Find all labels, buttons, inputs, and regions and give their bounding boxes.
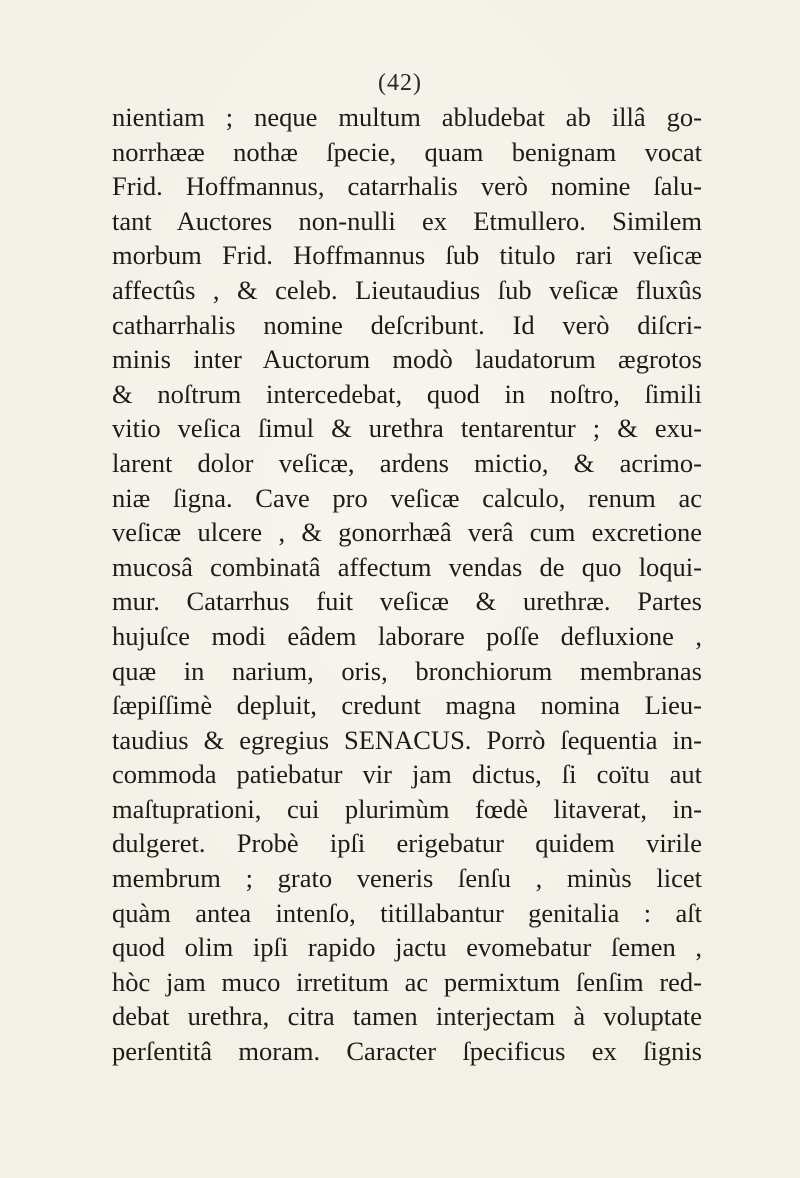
text-line: Frid. Hoffmannus, catarrhalis verò nomine ſalu- xyxy=(112,171,702,202)
text-line: niæ ſigna. Cave pro veſicæ calculo, renum ac xyxy=(112,482,702,513)
text-line: nientiam ; neque multum abludebat ab illâ go- xyxy=(112,102,702,132)
text-line: & noſtrum intercedebat, quod in noſtro, ſimili xyxy=(112,378,702,409)
text-line: quæ in narium, oris, bronchiorum membranas xyxy=(112,655,702,686)
text-line: catharrhalis nomine deſcribunt. Id verò diſcri- xyxy=(112,309,702,340)
text-line: quàm antea intenſo, titillabantur genitalia : aſt xyxy=(112,897,702,928)
text-line: membrum ; grato veneris ſenſu , minùs licet xyxy=(112,863,702,894)
text-line: norrhææ nothæ ſpecie, quam benignam vocat xyxy=(112,136,702,167)
text-line: vitio veſica ſimul & urethra tentarentur ; & exu- xyxy=(112,413,702,444)
text-line: taudius & egregius SENACUS. Porrò ſequentia in- xyxy=(112,724,702,755)
text-line: debat urethra, citra tamen interjectam à voluptate xyxy=(112,1001,702,1032)
page-number: (42) xyxy=(378,70,422,96)
text-line: affectûs , & celeb. Lieutaudius ſub veſicæ fluxûs xyxy=(112,274,702,305)
text-line: morbum Frid. Hoffmannus ſub titulo rari veſicæ xyxy=(112,240,702,271)
text-line: dulgeret. Probè ipſi erigebatur quidem virile xyxy=(112,828,702,859)
text-line: hujuſce modi eâdem laborare poſſe defluxione , xyxy=(112,620,702,651)
text-line: larent dolor veſicæ, ardens mictio, & acrimo- xyxy=(112,447,702,478)
text-line: mucosâ combinatâ affectum vendas de quo loqui- xyxy=(112,551,702,582)
text-line: quod olim ipſi rapido jactu evomebatur ſemen , xyxy=(112,932,702,963)
text-line: commoda patiebatur vir jam dictus, ſi coïtu aut xyxy=(112,759,702,790)
body-text xyxy=(112,100,702,1069)
text-line: perſentitâ moram. Caracter ſpecificus ex ſignis xyxy=(112,1036,702,1067)
text-line: minis inter Auctorum modò laudatorum ægrotos xyxy=(112,344,702,375)
text-line: mur. Catarrhus fuit veſicæ & urethræ. Partes xyxy=(112,586,702,617)
text-line: ſæpiſſimè depluit, credunt magna nomina Lieu- xyxy=(112,690,702,721)
text-line: tant Auctores non-nulli ex Etmullero. Similem xyxy=(112,205,702,236)
text-line: hòc jam muco irretitum ac permixtum ſenſim red- xyxy=(112,966,702,997)
text-line: veſicæ ulcere , & gonorrhæâ verâ cum excretione xyxy=(112,517,702,548)
text-line: maſtuprationi, cui plurimùm fœdè litaverat, in- xyxy=(112,793,702,824)
